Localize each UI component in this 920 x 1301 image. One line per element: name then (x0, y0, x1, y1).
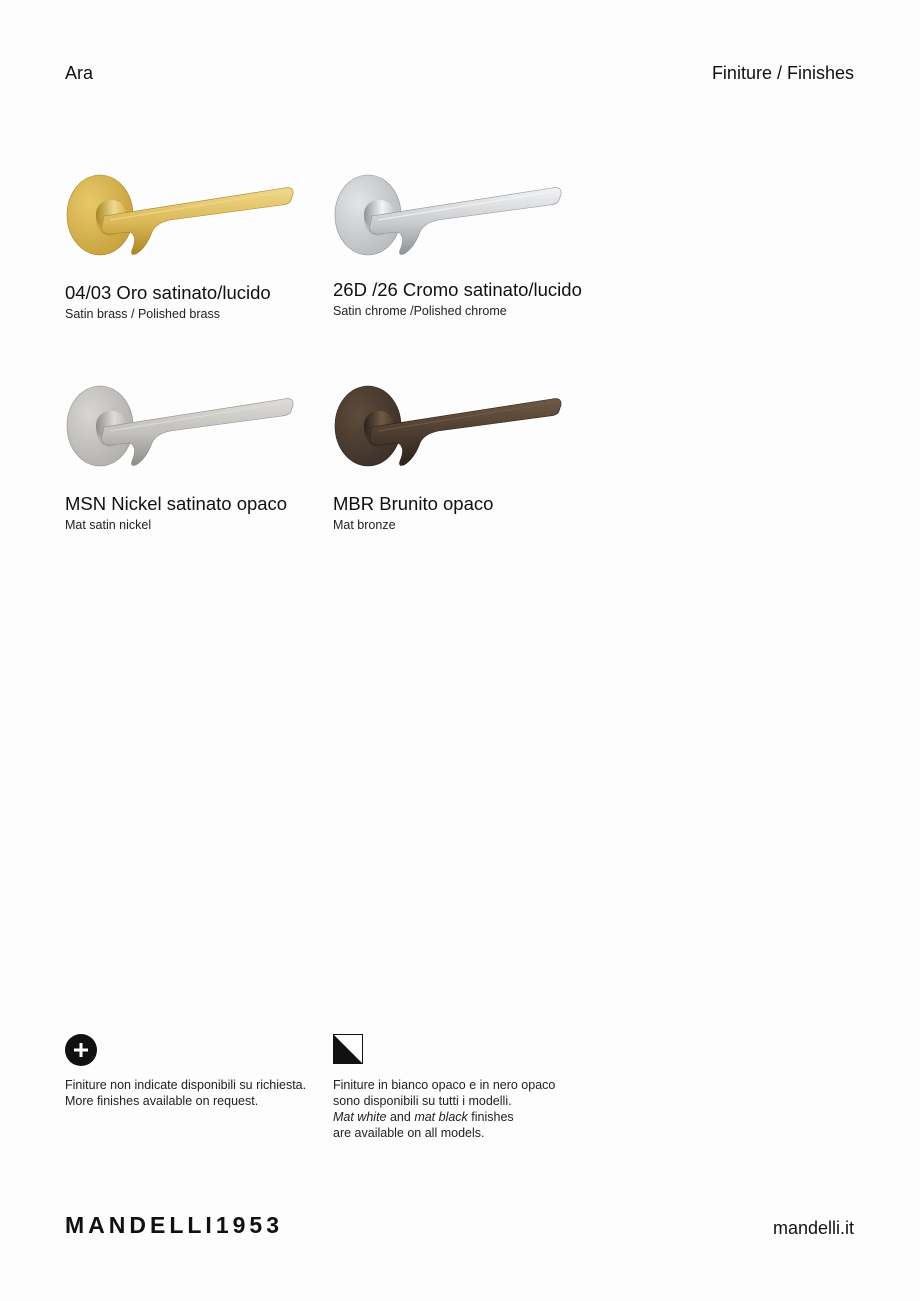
finish-subtitle: Mat satin nickel (65, 518, 152, 532)
mat-white-label: Mat white (333, 1110, 387, 1124)
finish-subtitle: Satin chrome /Polished chrome (333, 304, 507, 318)
finish-title: 04/03 Oro satinato/lucido (65, 282, 271, 303)
note-line-en-2: are available on all models. (333, 1126, 485, 1140)
black-white-icon (333, 1034, 363, 1064)
note-line-it: Finiture non indicate disponibili su richiesta. (65, 1078, 307, 1092)
more-finishes-note (65, 1077, 306, 1109)
handle-image-nickel (60, 381, 300, 491)
brand-logo: MANDELLI1953 (65, 1212, 283, 1238)
note-line-en: More finishes available on request. (65, 1094, 259, 1108)
handle-image-brass (60, 170, 300, 280)
finish-title: 26D /26 Cromo satinato/lucido (333, 279, 582, 300)
note-line-it-2: sono disponibili su tutti i modelli. (333, 1094, 512, 1108)
website-link[interactable]: mandelli.it (772, 1218, 854, 1238)
section-title: Finiture / Finishes (711, 63, 854, 83)
model-name: Ara (65, 63, 94, 83)
finishes-label: finishes (467, 1110, 514, 1124)
handle-image-chrome (328, 170, 568, 280)
note-line-en-1 (333, 1109, 555, 1125)
plus-icon (65, 1034, 97, 1066)
finish-title: MSN Nickel satinato opaco (65, 493, 288, 514)
finish-title: MBR Brunito opaco (333, 493, 494, 514)
note-line-it-1: Finiture in bianco opaco e in nero opaco (333, 1078, 556, 1092)
finish-subtitle: Satin brass / Polished brass (65, 307, 220, 321)
handle-image-bronze (328, 381, 568, 491)
mat-black-label: mat black (414, 1110, 468, 1124)
and-label: and (386, 1110, 415, 1124)
black-white-note (333, 1077, 555, 1141)
finish-subtitle: Mat bronze (333, 518, 396, 532)
